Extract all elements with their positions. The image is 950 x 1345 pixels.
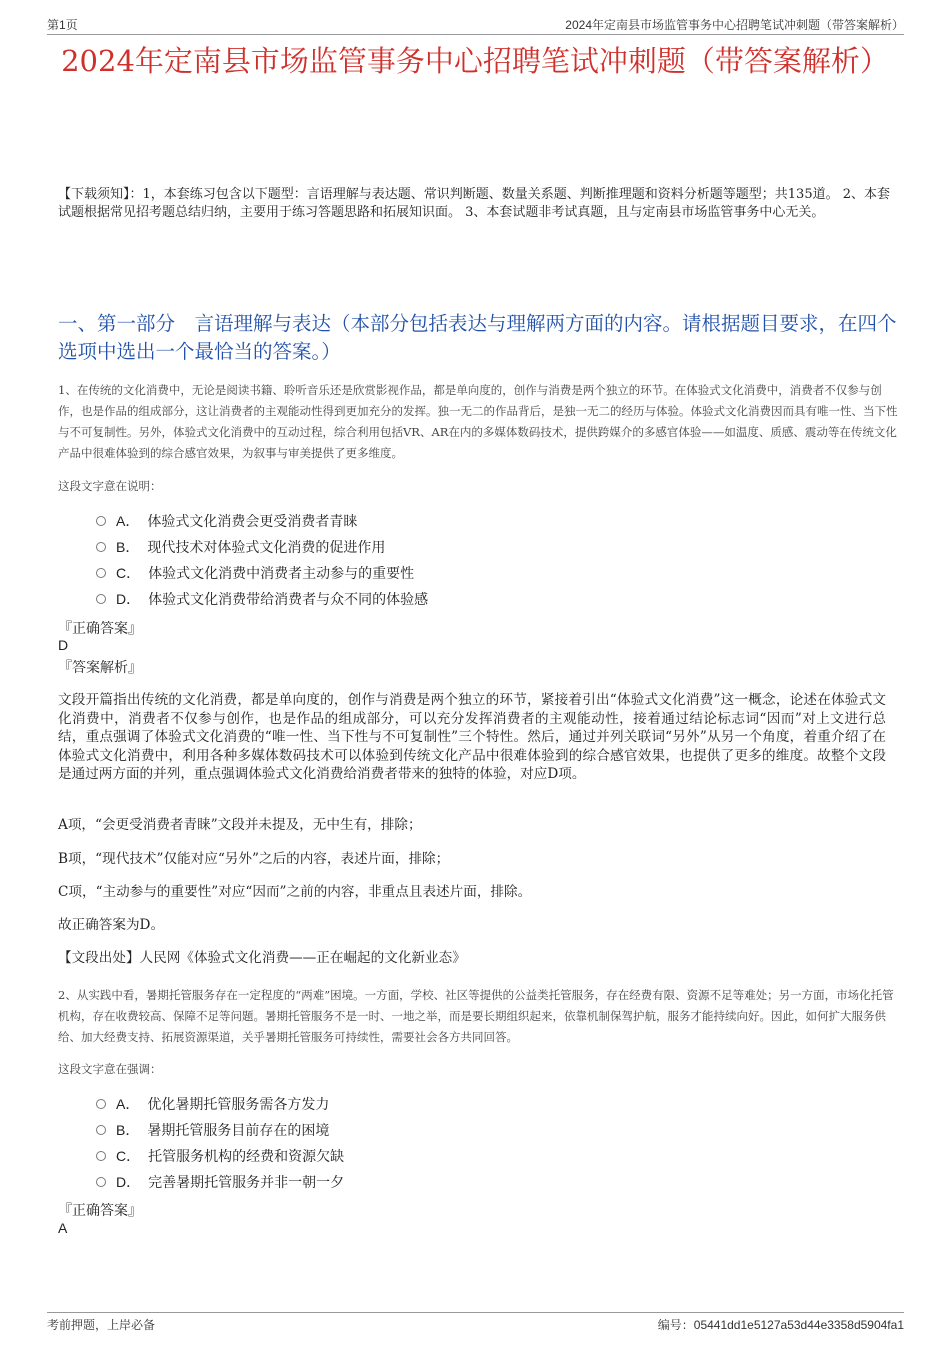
question-1-stem: 1、在传统的文化消费中，无论是阅读书籍、聆听音乐还是欣赏影视作品，都是单向度的，创作与消费是两个独立的环节。在体验式文化消费中，消费者不仅参与创作，也是作品的组成部分，这让消费者的主观能动性得到更加充分的发挥。独一无二的作品背后，是独一无二的经历与体验。体验式文化消费因而具有唯一性、当下性与不可复制性。另外，体验式文化消费中的互动过程，综合利用包括VR、AR在内的多媒体数码技术，提供跨媒介的多感官体验——如温度、质感、震动等在传统文化产品中很难体验到的综合感官效果，为叙事与审美提供了更多维度。 <box>58 383 898 460</box>
question-2-option-c[interactable]: C． 托管服务机构的经费和资源欠缺 <box>96 1146 344 1166</box>
footer-slogan: 考前押题，上岸必备 <box>47 1318 156 1332</box>
download-notice: 【下载须知】：1，本套练习包含以下题型：言语理解与表达题、常识判断题、数量关系题、判断推理题和资料分析题等题型；共135道。 2、本套试题根据常见招考题总结归纳，主要用于练习答题思路和拓展知识面。 3、本套试题非考试真题，且与定南县市场监管事务中心无关。 <box>58 187 890 220</box>
radio-icon[interactable] <box>96 1125 106 1135</box>
question-2-answer-label: 『正确答案』 <box>58 1203 142 1219</box>
page-header <box>47 14 904 35</box>
question-1-option-c[interactable]: C． 体验式文化消费中消费者主动参与的重要性 <box>96 563 414 583</box>
question-1-analysis-label: 『答案解析』 <box>58 660 142 676</box>
page-title: 2024年定南县市场监管事务中心招聘笔试冲刺题（带答案解析） <box>61 44 889 78</box>
question-1-hint: 这段文字意在说明： <box>58 479 162 493</box>
question-2-answer: A <box>58 1220 68 1236</box>
header-doc-title: 2024年定南县市场监管事务中心招聘笔试冲刺题（带答案解析） <box>565 18 904 32</box>
radio-icon[interactable] <box>96 1099 106 1109</box>
radio-icon[interactable] <box>96 568 106 578</box>
radio-icon[interactable] <box>96 594 106 604</box>
question-1-option-a[interactable]: A． 体验式文化消费会更受消费者青睐 <box>96 511 357 531</box>
analysis-note-c: C项，“主动参与的重要性”对应“因而”之前的内容，非重点且表述片面，排除。 <box>58 884 532 900</box>
analysis-note-b: B项，“现代技术”仅能对应“另外”之后的内容，表述片面，排除； <box>58 851 450 867</box>
question-1-answer-label: 『正确答案』 <box>58 621 142 637</box>
analysis-note-a: A项，“会更受消费者青睐”文段并未提及，无中生有，排除； <box>58 817 422 833</box>
footer-serial: 编号：05441dd1e5127a53d44e3358d5904fa1 <box>657 1318 904 1332</box>
page-footer <box>47 1312 904 1337</box>
question-1-analysis: 文段开篇指出传统的文化消费，都是单向度的，创作与消费是两个独立的环节，紧接着引出“体验式文化消费”这一概念，论述在体验式文化消费中，消费者不仅参与创作，也是作品的组成部分，可以充分发挥消费者的主观能动性，接着通过结论标志词“因而”对上文进行总结，重点强调了体验式文化消费的“唯一性、当下性与不可复制性”三个特性。然后，通过并列关联词“另外”从另一个角度，着重介绍了在体验式文化消费中，利用各种多媒体数码技术可以体验到传统文化产品中很难体验到的综合感官效果，也提供了更多的维度。故整个文段是通过两方面的并列，重点强调体验式文化消费给消费者带来的独特的体验，对应D项。 <box>58 692 886 783</box>
radio-icon[interactable] <box>96 1151 106 1161</box>
radio-icon[interactable] <box>96 542 106 552</box>
section-heading: 一、第一部分 言语理解与表达（本部分包括表达与理解两方面的内容。请根据题目要求，在四个选项中选出一个最恰当的答案。） <box>58 312 897 363</box>
question-2-option-a[interactable]: A． 优化暑期托管服务需各方发力 <box>96 1094 329 1114</box>
question-1-option-b[interactable]: B． 现代技术对体验式文化消费的促进作用 <box>96 537 385 557</box>
question-1-answer: D <box>58 637 69 653</box>
page-number: 第1页 <box>47 18 78 32</box>
question-2-option-b[interactable]: B． 暑期托管服务目前存在的困境 <box>96 1120 329 1140</box>
analysis-conclusion: 故正确答案为D。 <box>58 917 165 933</box>
question-1-option-d[interactable]: D． 体验式文化消费带给消费者与众不同的体验感 <box>96 589 428 609</box>
question-2-stem: 2、从实践中看，暑期托管服务存在一定程度的“两难”困境。一方面，学校、社区等提供的公益类托管服务，存在经费有限、资源不足等难处；另一方面，市场化托管机构，存在收费较高、保障不足等问题。暑期托管服务不是一时、一地之举，而是要长期组织起来，依靠机制保驾护航，服务才能持续向好。因此，如何扩大服务供给、加大经费支持、拓展资源渠道，关乎暑期托管服务可持续性，需要社会各方共同回答。 <box>58 988 894 1044</box>
radio-icon[interactable] <box>96 1177 106 1187</box>
question-2-option-d[interactable]: D． 完善暑期托管服务并非一朝一夕 <box>96 1172 344 1192</box>
question-2-hint: 这段文字意在强调： <box>58 1062 162 1076</box>
radio-icon[interactable] <box>96 516 106 526</box>
passage-source: 【文段出处】人民网《体验式文化消费——正在崛起的文化新业态》 <box>58 950 466 966</box>
